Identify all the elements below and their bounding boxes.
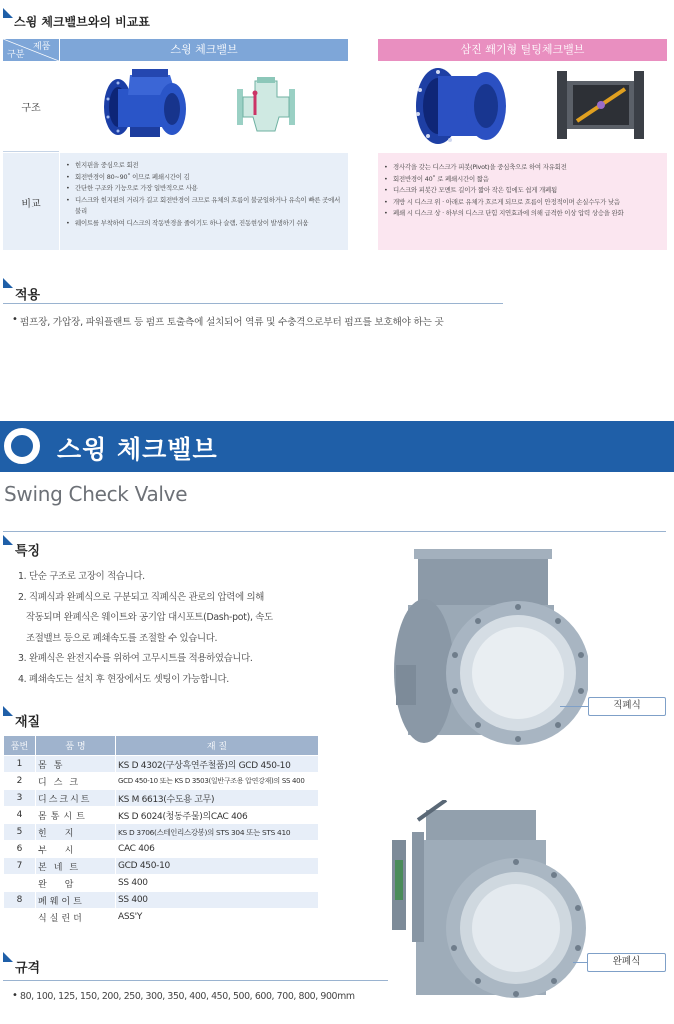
table-row	[4, 807, 319, 824]
table-cell: KS M 6613(수도용 고무)	[116, 790, 319, 807]
list-item: • 회전반경이 80~90˚ 이므로 폐쇄시간이 김	[66, 172, 346, 184]
slow-close-valve-photo	[386, 800, 596, 1010]
tilting-valve-section-image	[553, 65, 648, 145]
table-cell: 몸통시트	[36, 807, 116, 824]
list-item: 4. 폐쇄속도는 설치 후 현장에서도 셋팅이 가능합니다.	[18, 673, 229, 685]
table-row	[4, 824, 319, 841]
table-row	[4, 909, 319, 926]
banner-circle-icon	[4, 428, 40, 464]
table-cell: 본네트	[36, 858, 116, 875]
section-marker-icon	[3, 278, 13, 288]
banner-subtitle: Swing Check Valve	[4, 482, 188, 506]
table-cell: GCD 450-10	[116, 858, 319, 875]
application-bullet: •	[12, 314, 18, 325]
table-row	[4, 841, 319, 858]
table-cell: SS 400	[116, 875, 319, 892]
list-item: 2. 직폐식과 완폐식으로 구분되고 직폐식은 관로의 압력에 의해	[18, 591, 265, 603]
application-title: 적용	[15, 288, 41, 303]
list-item: • 경사각을 갖는 디스크가 피봇(Pivot)을 중심축으로 하여 자유회전	[384, 162, 664, 174]
table-cell: 폐웨이트	[36, 892, 116, 909]
corner-left-label: 구분	[7, 50, 25, 60]
divider	[3, 980, 388, 981]
table-cell: 1	[4, 756, 36, 773]
structure-row-label: 구조	[21, 103, 41, 114]
list-item: • 디스크와 힌지핀의 거리가 길고 회전반경이 크므로 유체의 흐름이 불균일하거나 유속이 빠른 곳에서 불리	[66, 195, 346, 218]
table-row	[4, 790, 319, 807]
slow-close-label: 완폐식	[587, 953, 666, 972]
list-item: • 개방 시 디스크 위 · 아래로 유체가 흐르게 되므로 흐름이 안정적이며 손실수두가 낮음	[384, 197, 664, 209]
section-marker-icon	[3, 8, 13, 18]
table-cell: CAC 406	[116, 841, 319, 858]
swing-valve-3d-image	[100, 65, 190, 145]
table-header-material: 재 질	[116, 736, 319, 756]
material-table	[3, 735, 319, 926]
list-item: • 폐쇄 시 디스크 상 · 하부의 디스크 단힘 지연효과에 의해 급격한 이상 압력 상승을 완화	[384, 208, 664, 220]
section-marker-icon	[3, 535, 13, 545]
table-cell: 힌지	[36, 824, 116, 841]
tilting-compare-list	[384, 162, 664, 220]
table-cell: 4	[4, 807, 36, 824]
table-row	[4, 875, 319, 892]
list-item: 작동되며 완폐식은 웨이트와 공기압 대시포트(Dash-pot), 속도	[26, 612, 273, 624]
list-item: 1. 단순 구조로 고장이 적습니다.	[18, 571, 145, 582]
table-cell: 5	[4, 824, 36, 841]
list-item: 3. 완폐식은 완전지수를 위하여 고무시트를 적용하였습니다.	[18, 653, 253, 665]
table-cell	[4, 909, 36, 926]
compare-row-label: 비교	[21, 199, 41, 210]
table-cell: 완암	[36, 875, 116, 892]
corner-right-label: 제품	[33, 42, 51, 52]
direct-close-valve-photo	[378, 545, 588, 755]
list-item: • 웨이트를 부착하여 디스크의 작동반경을 줄이기도 하나 슬램, 진동현상이 발생하기 쉬움	[66, 218, 346, 230]
table-cell: SS 400	[116, 892, 319, 909]
table-cell: 7	[4, 858, 36, 875]
comparison-title: 스윙 체크밸브와의 비교표	[14, 15, 150, 29]
table-cell: 몸통	[36, 756, 116, 773]
features-list	[18, 567, 273, 691]
list-item: • 힌지핀을 중심으로 회전	[66, 160, 346, 172]
application-text: 펌프장, 가압장, 파워플랜트 등 펌프 토출측에 설치되어 역류 및 수충격으로부터 펌프를 보호해야 하는 곳	[20, 317, 444, 328]
list-item: • 디스크와 피봇간 모멘트 길이가 짧아 작은 힘에도 쉽게 개폐됨	[384, 185, 664, 197]
table-cell: 3	[4, 790, 36, 807]
swing-compare-list	[66, 160, 346, 230]
table-cell	[4, 875, 36, 892]
table-cell: 6	[4, 841, 36, 858]
table-row	[4, 858, 319, 875]
table-cell: 부시	[36, 841, 116, 858]
table-cell: ASS'Y	[116, 909, 319, 926]
table-cell: KS D 6024(청동주물)의CAC 406	[116, 807, 319, 824]
callout-line	[560, 706, 588, 707]
divider	[3, 531, 666, 532]
spec-title: 규격	[15, 961, 41, 976]
table-cell: 식실린더	[36, 909, 116, 926]
section-marker-icon	[3, 952, 13, 962]
table-row	[4, 773, 319, 790]
features-title: 특징	[15, 544, 41, 559]
section-marker-icon	[3, 706, 13, 716]
table-cell: 8	[4, 892, 36, 909]
table-row	[4, 892, 319, 909]
table-cell: 디스크시트	[36, 790, 116, 807]
table-cell: KS D 4302(구상흑연주철품)의 GCD 450-10	[116, 756, 319, 773]
list-item: • 회전반경이 40˚ 로 폐쇄시간이 짧음	[384, 174, 664, 186]
table-header-no: 품번	[4, 736, 36, 756]
table-header-name: 품 명	[36, 736, 116, 756]
direct-close-label: 직폐식	[588, 697, 666, 716]
swing-valve-section-image	[235, 75, 297, 137]
list-item: 조절밸브 등으로 폐쇄속도를 조절할 수 있습니다.	[26, 632, 218, 644]
material-title: 재질	[15, 715, 41, 730]
table-cell: GCD 450-10 또는 KS D 3503(일반구조용 압연강재)의 SS 400	[116, 773, 319, 790]
banner-title: 스윙 체크밸브	[57, 435, 218, 464]
table-cell: 2	[4, 773, 36, 790]
swing-column-header: 스윙 체크밸브	[60, 39, 348, 61]
table-cell: KS D 3706(스테인리스강봉)의 STS 304 또는 STS 410	[116, 824, 319, 841]
tilting-column-header: 삼진 쐐기형 틸팅체크밸브	[378, 39, 667, 61]
divider	[3, 303, 503, 304]
tilting-valve-3d-image	[410, 62, 510, 148]
corner-cell	[3, 39, 59, 61]
table-cell: 디스크	[36, 773, 116, 790]
callout-line	[573, 962, 587, 963]
spec-text: 80, 100, 125, 150, 200, 250, 300, 350, 400, 450, 500, 600, 700, 800, 900mm	[20, 991, 355, 1002]
spec-bullet: •	[12, 990, 18, 1001]
list-item: • 간단한 구조와 기능으로 가장 일반적으로 사용	[66, 183, 346, 195]
table-row	[4, 756, 319, 773]
